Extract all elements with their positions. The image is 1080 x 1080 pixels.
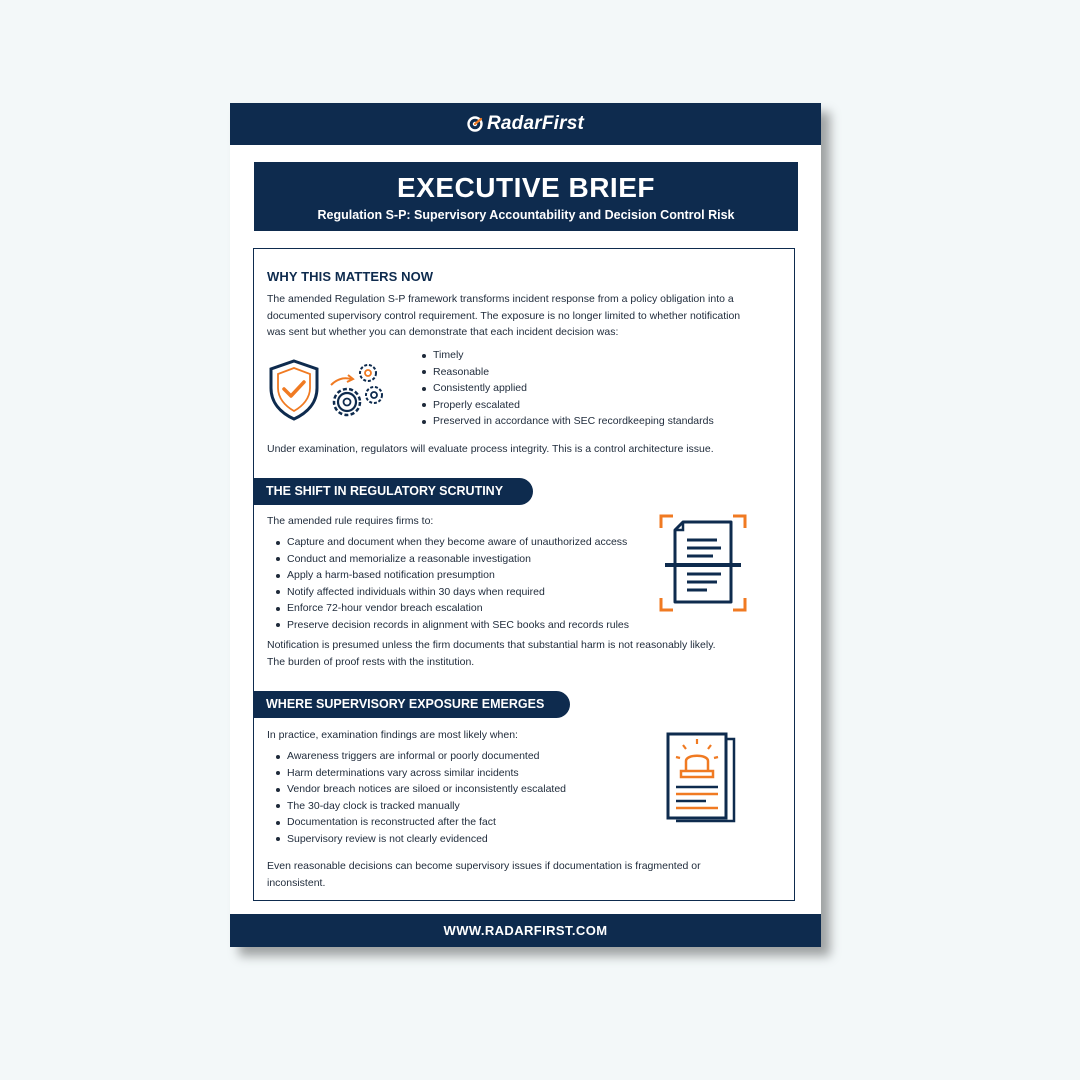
section3-closing — [267, 858, 701, 891]
section1-intro — [267, 291, 740, 341]
section3-closing-line: Even reasonable decisions can become supervisory issues if documentation is fragmented or — [267, 860, 701, 872]
title-banner — [254, 162, 798, 231]
list-item: Consistently applied — [420, 380, 714, 397]
list-item: Preserved in accordance with SEC recordkeeping standards — [420, 413, 714, 430]
list-item: Preserve decision records in alignment with SEC books and records rules — [274, 617, 629, 634]
section1-intro-line: documented supervisory control requirement. The exposure is no longer limited to whether notification — [267, 309, 741, 322]
list-item: Notify affected individuals within 30 days when required — [274, 584, 629, 601]
section1-bullet-list — [420, 347, 714, 430]
document-scan-icon — [659, 514, 749, 612]
radar-logo-icon — [467, 116, 483, 132]
section2-intro: The amended rule requires firms to: — [267, 515, 434, 527]
header-bar — [230, 103, 821, 145]
list-item: Properly escalated — [420, 397, 714, 414]
page-subtitle: Regulation S-P: Supervisory Accountability and Decision Control Risk — [317, 208, 735, 222]
section1-intro-line: The amended Regulation S-P framework transforms incident response from a policy obligation into a — [267, 293, 734, 305]
section-heading-exposure: WHERE SUPERVISORY EXPOSURE EMERGES — [253, 691, 570, 718]
list-item: Supervisory review is not clearly evidenced — [274, 831, 566, 848]
shield-check-gears-icon — [267, 355, 392, 423]
list-item: Awareness triggers are informal or poorly documented — [274, 748, 566, 765]
section2-closing — [267, 637, 716, 670]
section3-closing-line: inconsistent. — [267, 876, 326, 889]
section2-closing-line: Notification is presumed unless the firm documents that substantial harm is not reasonably likely. — [267, 639, 716, 651]
content-box — [253, 248, 795, 901]
list-item: Vendor breach notices are siloed or inconsistently escalated — [274, 781, 566, 798]
list-item: Reasonable — [420, 364, 714, 381]
section-heading-why: WHY THIS MATTERS NOW — [267, 269, 434, 284]
list-item: Apply a harm-based notification presumption — [274, 567, 629, 584]
list-item: Timely — [420, 347, 714, 364]
radarfirst-logo — [467, 113, 584, 135]
section1-closing: Under examination, regulators will evaluate process integrity. This is a control architecture issue. — [267, 443, 714, 455]
section2-bullet-list — [274, 534, 629, 633]
list-item: Harm determinations vary across similar incidents — [274, 765, 566, 782]
logo-text: RadarFirst — [486, 113, 585, 134]
section2-closing-line: The burden of proof rests with the institution. — [267, 655, 475, 668]
section1-intro-line: was sent but whether you can demonstrate that each incident decision was: — [267, 326, 619, 338]
list-item: Conduct and memorialize a reasonable investigation — [274, 551, 629, 568]
alert-document-icon — [664, 731, 744, 826]
section-heading-shift: THE SHIFT IN REGULATORY SCRUTINY — [253, 478, 533, 505]
list-item: Documentation is reconstructed after the fact — [274, 814, 566, 831]
footer-bar — [230, 914, 821, 947]
section3-bullet-list — [274, 748, 566, 847]
brief-page — [230, 103, 821, 947]
section3-intro: In practice, examination findings are most likely when: — [267, 729, 518, 741]
footer-url: WWW.RADARFIRST.COM — [443, 923, 608, 938]
list-item: Capture and document when they become aware of unauthorized access — [274, 534, 629, 551]
list-item: Enforce 72-hour vendor breach escalation — [274, 600, 629, 617]
page-title: EXECUTIVE BRIEF — [397, 172, 655, 203]
list-item: The 30-day clock is tracked manually — [274, 798, 566, 815]
